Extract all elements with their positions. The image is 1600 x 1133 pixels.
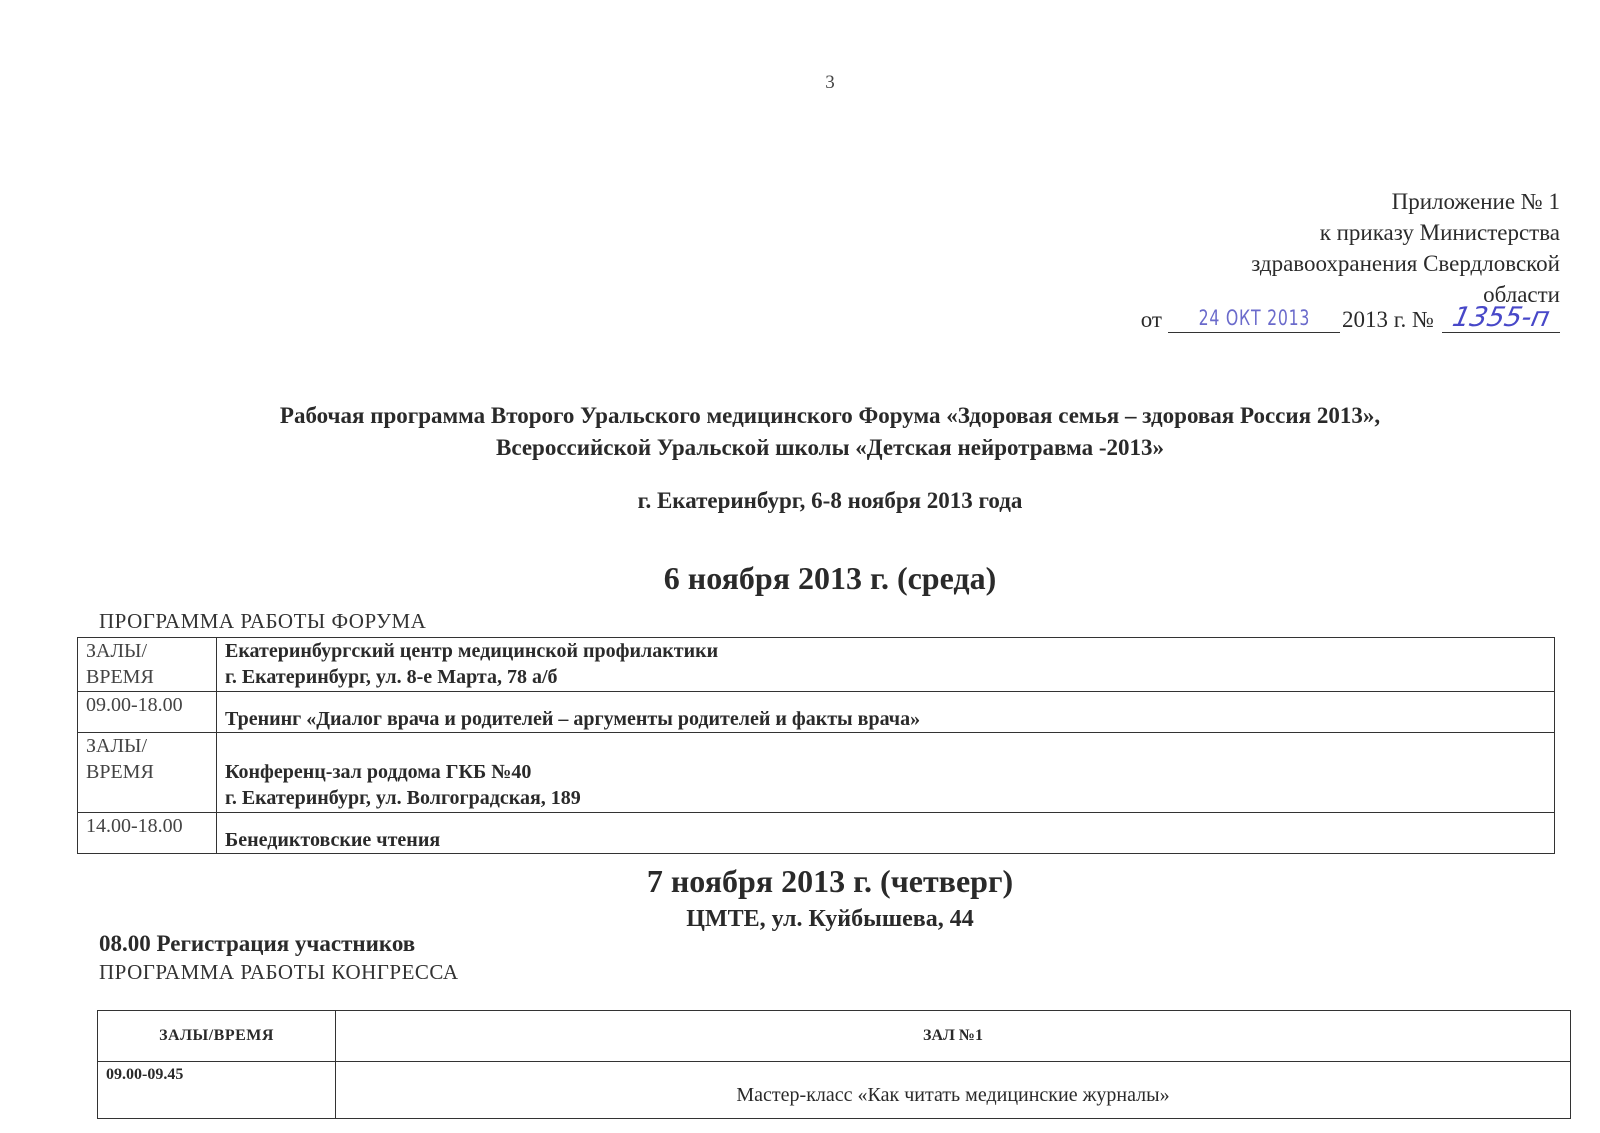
column-header-hall: ЗАЛ №1 — [336, 1011, 1571, 1062]
event-cell: Мастер-класс «Как читать медицинские журналы» — [336, 1062, 1571, 1119]
document-title — [0, 400, 1600, 464]
appendix-line: Приложение № 1 — [1391, 189, 1560, 214]
order-reference — [1141, 304, 1562, 333]
table-row — [98, 1062, 1571, 1119]
from-label: от — [1140, 307, 1162, 332]
time-cell: ЗАЛЫ/ ВРЕМЯ — [78, 733, 217, 813]
congress-schedule-table — [97, 1010, 1571, 1119]
day2-heading: 7 ноября 2013 г. (четверг) — [646, 863, 1014, 899]
page-number: 3 — [825, 72, 835, 93]
event-cell — [217, 692, 1555, 733]
venue-address: г. Екатеринбург, ул. Волгоградская, 189 — [225, 787, 581, 809]
city-date: г. Екатеринбург, 6-8 ноября 2013 года — [637, 488, 1023, 513]
appendix-header — [1251, 186, 1560, 310]
table-row — [78, 638, 1555, 692]
appendix-line: области — [1483, 282, 1560, 307]
forum-program-label: ПРОГРАММА РАБОТЫ ФОРУМА — [99, 609, 427, 633]
table-header-row — [98, 1011, 1571, 1062]
event-name: Бенедиктовские чтения — [225, 829, 441, 851]
table-row — [78, 692, 1555, 733]
time-cell: 09.00-09.45 — [98, 1062, 336, 1119]
table-row — [78, 733, 1555, 813]
time-cell: 09.00-18.00 — [78, 692, 217, 733]
day1-heading: 6 ноября 2013 г. (среда) — [663, 560, 997, 596]
venue-cell — [217, 733, 1555, 813]
congress-program-label: ПРОГРАММА РАБОТЫ КОНГРЕССА — [99, 960, 459, 984]
venue-name: Конференц-зал роддома ГКБ №40 — [225, 761, 532, 783]
event-cell — [217, 813, 1555, 854]
day2-venue: ЦМТЕ, ул. Куйбышева, 44 — [686, 906, 974, 932]
venue-name: Екатеринбургский центр медицинской профилактики — [225, 640, 719, 662]
venue-address: г. Екатеринбург, ул. 8-е Марта, 78 а/б — [225, 666, 558, 688]
number-field — [1442, 304, 1560, 333]
table-row — [78, 813, 1555, 854]
column-header-time: ЗАЛЫ/ВРЕМЯ — [98, 1011, 336, 1062]
registration-note: 08.00 Регистрация участников — [99, 931, 416, 956]
time-cell: ЗАЛЫ/ ВРЕМЯ — [78, 638, 217, 692]
appendix-line: здравоохранения Свердловской — [1251, 251, 1560, 276]
year-label: 2013 г. № — [1341, 307, 1434, 332]
time-cell: 14.00-18.00 — [78, 813, 217, 854]
title-line: Всероссийской Уральской школы «Детская нейротравма -2013» — [495, 435, 1164, 460]
appendix-line: к приказу Министерства — [1319, 220, 1560, 245]
forum-schedule-table — [77, 637, 1555, 854]
event-name: Тренинг «Диалог врача и родителей – аргументы родителей и факты врача» — [225, 708, 921, 730]
order-number-handwritten: 1355-п — [1449, 302, 1553, 333]
title-line: Рабочая программа Второго Уральского медицинского Форума «Здоровая семья – здоровая Россия 2013», — [279, 403, 1381, 428]
venue-cell — [217, 638, 1555, 692]
date-field — [1168, 304, 1340, 333]
date-stamp: 24 ОКТ 2013 — [1198, 306, 1310, 330]
